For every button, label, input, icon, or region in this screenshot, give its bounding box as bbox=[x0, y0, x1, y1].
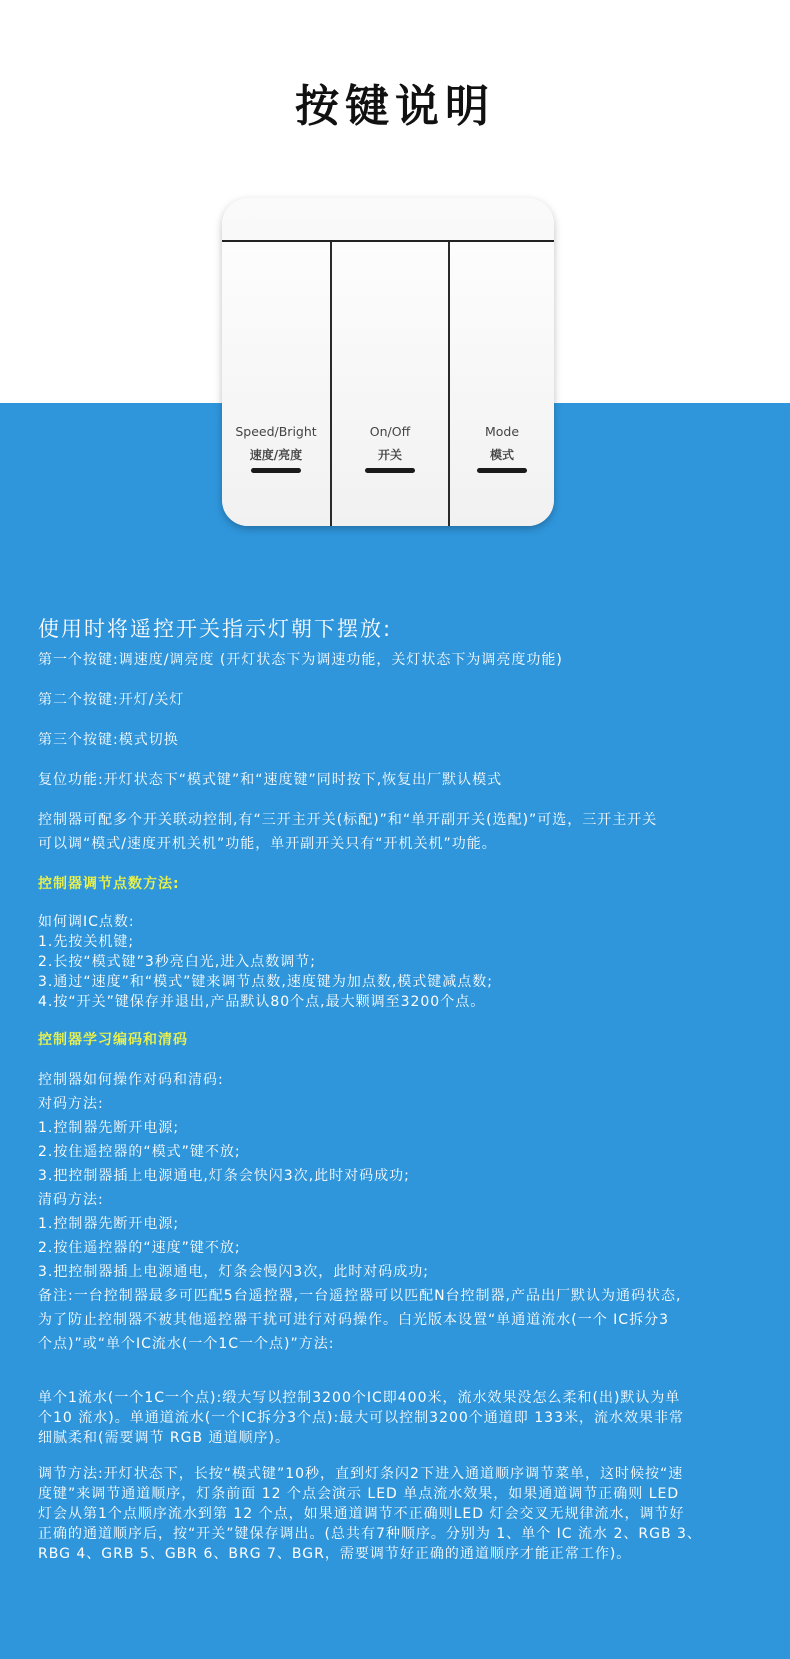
speed-bright-key bbox=[222, 242, 330, 526]
key-label-en: Mode bbox=[484, 424, 520, 439]
adjust-line: RBG 4、GRB 5、GBR 6、BRG 7、BGR，需要调节好正确的通道顺序才能正常工作)。 bbox=[38, 1546, 632, 1562]
note-line: 个点)”或“单个IC流水(一个1C一个点)”方法: bbox=[38, 1336, 335, 1352]
para-multi-line: 可以调“模式/速度开机关机”功能，单开副开关只有“开机关机”功能。 bbox=[38, 836, 497, 852]
key-label-en: On/Off bbox=[369, 424, 411, 439]
pair-line: 3.把控制器插上电源通电，灯条会慢闪3次，此时对码成功; bbox=[38, 1264, 429, 1280]
pair-line: 控制器如何操作对码和清码: bbox=[38, 1072, 224, 1088]
key-label-en: Speed/Bright bbox=[235, 424, 317, 439]
led-indicator-icon bbox=[365, 468, 415, 473]
section-heading-points: 控制器调节点数方法: bbox=[38, 876, 180, 892]
pair-line: 2.按住遥控器的“速度”键不放; bbox=[38, 1240, 241, 1256]
section-heading-pairing: 控制器学习编码和清码 bbox=[38, 1032, 188, 1048]
adjust-line: 灯会从第1个点顺序流水到第 12 个点，如果通道调节不正确则LED 灯会交叉无规律流水，调节好 bbox=[38, 1506, 685, 1522]
para-multi-line: 控制器可配多个开关联动控制,有“三开主开关(标配)”和“单开副开关(选配)”可选，三开主开关 bbox=[38, 812, 658, 828]
note-line: 为了防止控制器不被其他遥控器干扰可进行对码操作。白光版本设置“单通道流水(一个 IC拆分3 bbox=[38, 1312, 669, 1328]
adjust-line: 正确的通道顺序后，按“开关”键保存调出。(总共有7种顺序。分别为 1、单个 IC 流水 2、RGB 3、 bbox=[38, 1526, 702, 1542]
single-line: 细腻柔和(需要调节 RGB 通道顺序)。 bbox=[38, 1430, 291, 1446]
pair-line: 1.控制器先断开电源; bbox=[38, 1216, 180, 1232]
para-reset: 复位功能:开灯状态下“模式键”和“速度键”同时按下,恢复出厂默认模式 bbox=[38, 772, 503, 788]
single-line: 单个1流水(一个1C一个点):缎大写以控制3200个IC即400米，流水效果没怎么柔和(出)默认为单 bbox=[38, 1390, 681, 1406]
para-key3: 第三个按键:模式切换 bbox=[38, 732, 179, 748]
pair-line: 2.按住遥控器的“模式”键不放; bbox=[38, 1144, 241, 1160]
adjust-line: 调节方法:开灯状态下，长按“模式键”10秒，直到灯条闪2下进入通道顺序调节菜单，这时候按“速 bbox=[38, 1466, 684, 1482]
switch-panel-image bbox=[222, 198, 554, 526]
led-indicator-icon bbox=[477, 468, 527, 473]
ic-line: 1.先按关机键; bbox=[38, 934, 135, 950]
key-label-cn: 模式 bbox=[489, 448, 514, 462]
para-key1: 第一个按键:调速度/调亮度 (开灯状态下为调速功能，关灯状态下为调亮度功能) bbox=[38, 652, 563, 668]
pair-line: 对码方法: bbox=[38, 1096, 104, 1112]
note-line: 备注:一台控制器最多可匹配5台遥控器,一台遥控器可以匹配N台控制器,产品出厂默认为通码状态, bbox=[38, 1288, 682, 1304]
ic-line: 如何调IC点数: bbox=[38, 914, 135, 930]
pair-line: 清码方法: bbox=[38, 1192, 104, 1208]
ic-line: 2.长按“模式键”3秒亮白光,进入点数调节; bbox=[38, 954, 316, 970]
key-label-cn: 开关 bbox=[377, 448, 402, 462]
usage-heading: 使用时将遥控开关指示灯朝下摆放: bbox=[38, 617, 393, 641]
pair-line: 1.控制器先断开电源; bbox=[38, 1120, 180, 1136]
ic-line: 3.通过“速度”和“模式”键来调节点数,速度键为加点数,模式键减点数; bbox=[38, 974, 493, 990]
page-title: 按键说明 bbox=[295, 81, 495, 132]
ic-line: 4.按“开关”键保存并退出,产品默认80个点,最大颗调至3200个点。 bbox=[38, 994, 486, 1010]
key-label-cn: 速度/亮度 bbox=[249, 448, 303, 462]
adjust-line: 度键”来调节通道顺序，灯条前面 12 个点会演示 LED 单点流水效果，如果通道调节正确则 LED bbox=[38, 1486, 680, 1502]
para-key2: 第二个按键:开灯/关灯 bbox=[38, 692, 185, 708]
on-off-key bbox=[332, 242, 448, 526]
pair-line: 3.把控制器插上电源通电,灯条会快闪3次,此时对码成功; bbox=[38, 1168, 410, 1184]
mode-key bbox=[450, 242, 554, 526]
led-indicator-icon bbox=[251, 468, 301, 473]
instructions bbox=[38, 614, 773, 1564]
single-line: 个10 流水)。单通道流水(一个IC拆分3个点):最大可以控制3200个通道即 133米，流水效果非常 bbox=[38, 1410, 684, 1426]
